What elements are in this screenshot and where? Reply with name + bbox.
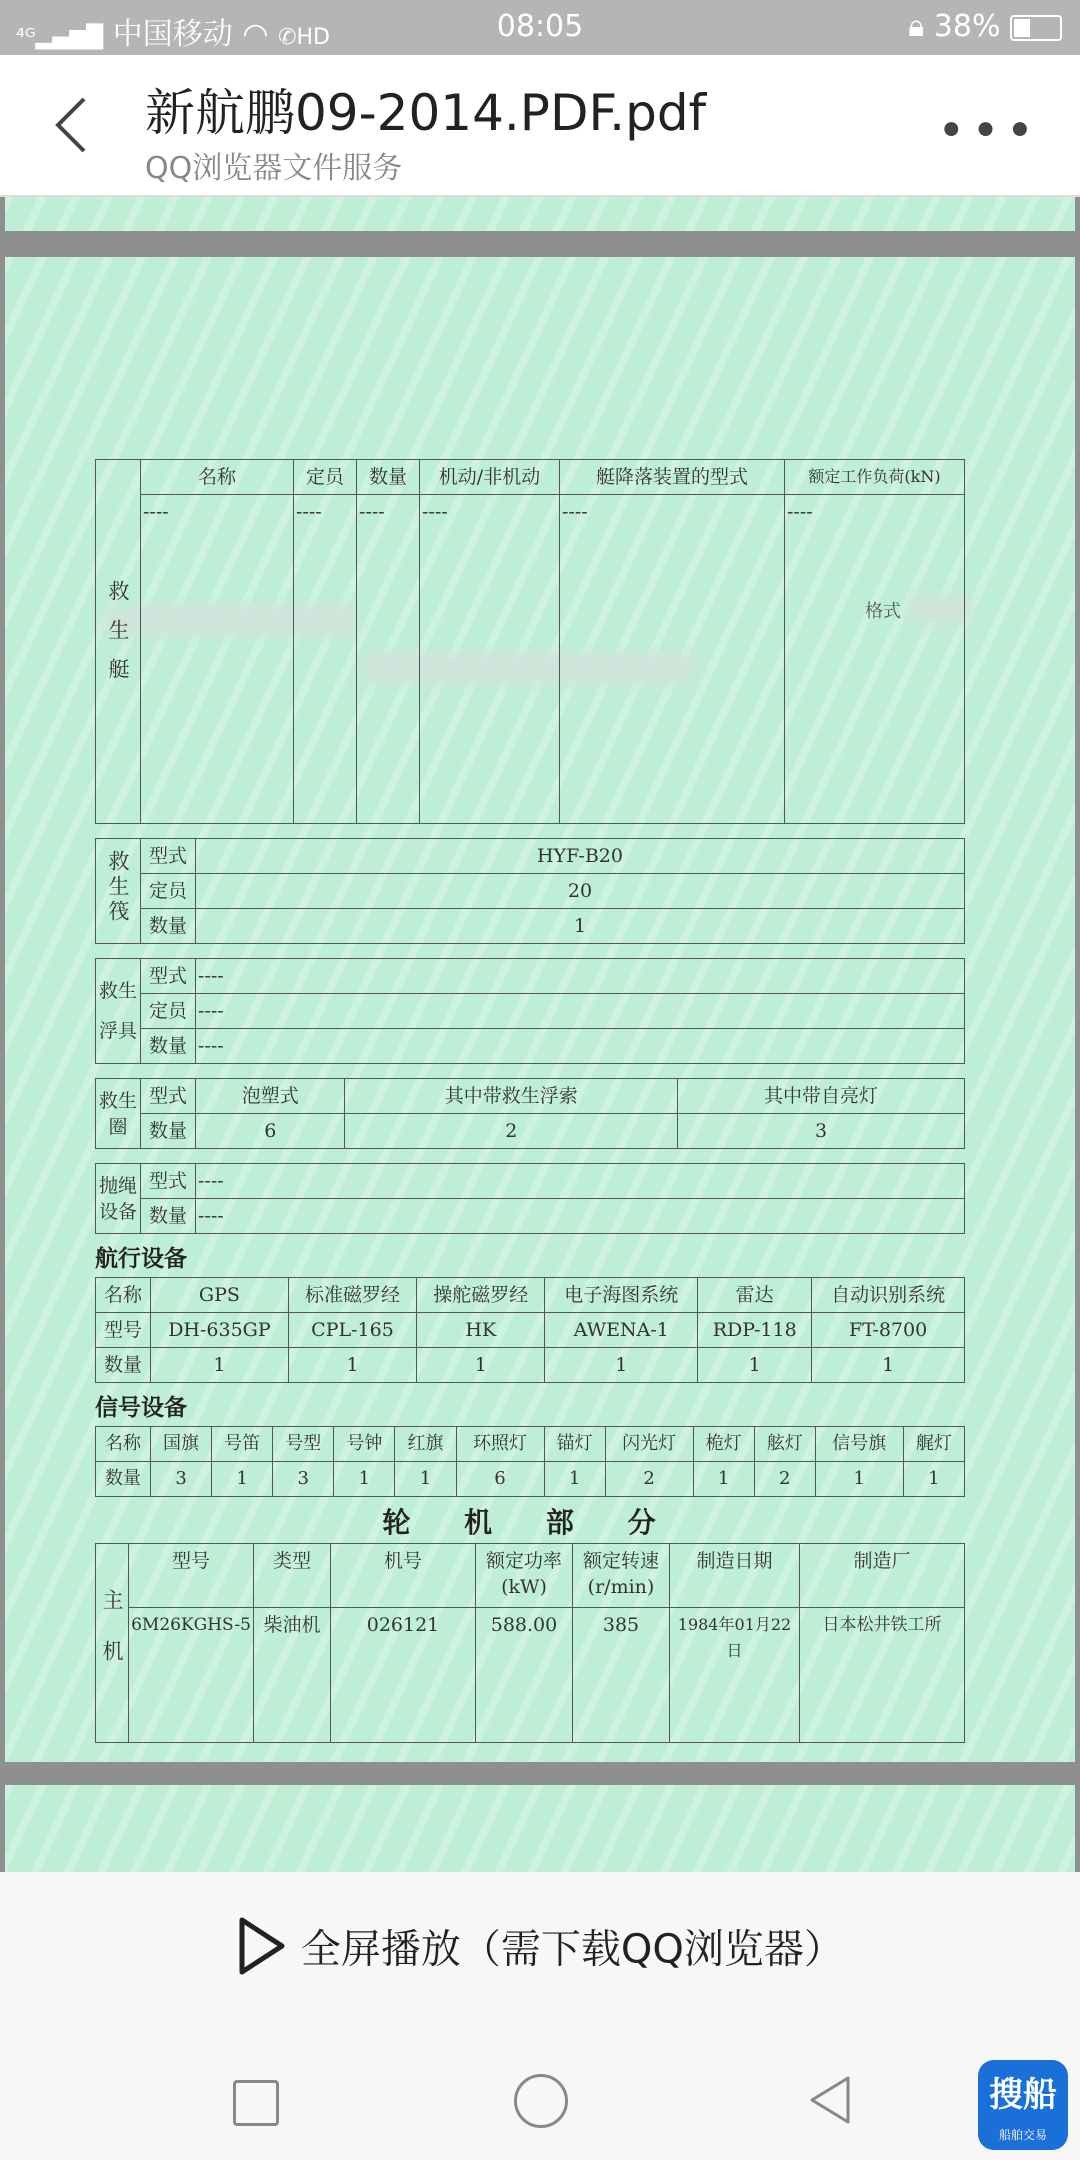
back-button[interactable]	[50, 93, 98, 157]
more-menu-button[interactable]: •••	[937, 103, 1040, 159]
engine-date: 1984年01月22日	[670, 1608, 800, 1743]
nav-qty: 1	[417, 1348, 545, 1383]
bottom-bar	[0, 1872, 1080, 2160]
signal-name: 号钟	[334, 1427, 395, 1462]
row-key: 数量	[96, 1462, 151, 1497]
signal-name: 舷灯	[754, 1427, 815, 1462]
pdf-viewer[interactable]	[0, 197, 1080, 1872]
nav-name: 操舵磁罗经	[417, 1278, 545, 1313]
fullscreen-play-button[interactable]	[0, 1916, 1080, 1976]
nav-name: 雷达	[698, 1278, 812, 1313]
cell-dash: ----	[294, 495, 357, 824]
app-bar	[0, 55, 1080, 197]
row-key: 数量	[141, 1029, 196, 1064]
signal-name: 号笛	[212, 1427, 273, 1462]
row-key: 数量	[141, 909, 196, 944]
carrier-name: 中国移动	[112, 17, 233, 52]
buoyant-label: 救生 浮具	[96, 959, 141, 1064]
battery-percent: 38%	[933, 9, 1001, 44]
nav-model: DH-635GP	[151, 1313, 289, 1348]
row-key: 数量	[141, 1114, 196, 1149]
row-value: 20	[196, 874, 965, 909]
row-key: 型式	[141, 1164, 196, 1199]
engine-maker: 日本松井铁工所	[800, 1608, 965, 1743]
col-capacity: 定员	[294, 460, 357, 495]
recent-apps-button[interactable]	[233, 2080, 279, 2126]
liferaft-table	[95, 838, 965, 944]
row-value: ----	[196, 959, 965, 994]
col-load: 额定工作负荷(kN)	[785, 460, 965, 495]
soship-logo: 搜船 船舶交易	[978, 2060, 1068, 2150]
liferaft-label: 救生筏	[96, 839, 141, 944]
signal-qty: 1	[815, 1462, 903, 1497]
lifeboat-table	[95, 459, 965, 824]
row-value: HYF-B20	[196, 839, 965, 874]
signal-icon: ⁴ᴳ▂▄▆█	[16, 25, 104, 50]
signal-qty: 6	[456, 1462, 544, 1497]
nav-qty: 1	[812, 1348, 965, 1383]
status-right	[908, 9, 1062, 44]
rotation-lock-icon: 🔒︎	[908, 9, 925, 44]
cell-dash: ----	[357, 495, 420, 824]
signal-name: 国旗	[151, 1427, 212, 1462]
row-key: 型式	[141, 959, 196, 994]
signal-qty: 1	[334, 1462, 395, 1497]
signal-qty: 1	[903, 1462, 964, 1497]
nav-model: RDP-118	[698, 1313, 812, 1348]
lifebuoy-val: 3	[678, 1114, 965, 1149]
row-key: 定员	[141, 874, 196, 909]
lifeboat-label: 救生艇	[96, 460, 141, 824]
signal-qty: 1	[395, 1462, 456, 1497]
row-value: 1	[196, 909, 965, 944]
col-date: 制造日期	[670, 1544, 800, 1608]
signal-qty: 2	[605, 1462, 693, 1497]
engine-serial: 026121	[331, 1608, 476, 1743]
format-label: 格式	[865, 601, 901, 622]
nav-name: 电子海图系统	[545, 1278, 698, 1313]
signal-qty: 1	[212, 1462, 273, 1497]
col-serial: 机号	[331, 1544, 476, 1608]
chevron-left-icon	[50, 93, 98, 157]
nav-model: FT-8700	[812, 1313, 965, 1348]
engine-type: 柴油机	[254, 1608, 331, 1743]
cell-dash: ----	[785, 495, 965, 824]
signal-name: 闪光灯	[605, 1427, 693, 1462]
col-rpm: 额定转速(r/min)	[573, 1544, 670, 1608]
play-icon	[236, 1916, 288, 1976]
col-name: 名称	[141, 460, 294, 495]
row-key: 型式	[141, 839, 196, 874]
engine-model: 6M26KGHS-5	[129, 1608, 254, 1743]
page-title: 新航鹏09-2014.PDF.pdf	[145, 84, 707, 142]
col-type: 类型	[254, 1544, 331, 1608]
lifebuoy-col: 其中带自亮灯	[678, 1079, 965, 1114]
nav-model: CPL-165	[288, 1313, 416, 1348]
signal-qty: 1	[544, 1462, 605, 1497]
col-motor: 机动/非机动	[420, 460, 560, 495]
signal-name: 桅灯	[693, 1427, 754, 1462]
signal-name: 号型	[273, 1427, 334, 1462]
row-key: 型号	[96, 1313, 151, 1348]
nav-qty: 1	[545, 1348, 698, 1383]
row-value: ----	[196, 1164, 965, 1199]
next-page	[5, 1785, 1075, 1872]
signal-qty: 2	[754, 1462, 815, 1497]
col-launch: 艇降落装置的型式	[560, 460, 785, 495]
cell-dash: ----	[420, 495, 560, 824]
buoyant-apparatus-table	[95, 958, 965, 1064]
cell-dash: ----	[560, 495, 785, 824]
row-key: 名称	[96, 1427, 151, 1462]
row-key: 数量	[96, 1348, 151, 1383]
nav-qty: 1	[151, 1348, 289, 1383]
row-key: 数量	[141, 1199, 196, 1234]
line-throwing-label: 抛绳 设备	[96, 1164, 141, 1234]
status-bar	[0, 0, 1080, 55]
col-model: 型号	[129, 1544, 254, 1608]
row-key: 型式	[141, 1079, 196, 1114]
lifebuoy-label: 救生 圈	[96, 1079, 141, 1149]
signal-qty: 3	[151, 1462, 212, 1497]
row-value: ----	[196, 1029, 965, 1064]
certificate-content	[95, 459, 965, 1743]
signal-name: 环照灯	[456, 1427, 544, 1462]
row-value: ----	[196, 1199, 965, 1234]
nav-name: 标准磁罗经	[288, 1278, 416, 1313]
nav-qty: 1	[288, 1348, 416, 1383]
signal-equipment-title: 信号设备	[95, 1394, 187, 1420]
previous-page	[5, 197, 1075, 231]
nav-name: 自动识别系统	[812, 1278, 965, 1313]
home-button[interactable]	[514, 2074, 568, 2128]
main-engine-table	[95, 1543, 965, 1743]
nav-model: AWENA-1	[545, 1313, 698, 1348]
line-throwing-table	[95, 1163, 965, 1234]
row-key: 定员	[141, 994, 196, 1029]
signal-equipment-table	[95, 1426, 965, 1497]
nav-equipment-title: 航行设备	[95, 1245, 187, 1271]
nav-back-button[interactable]	[804, 2072, 856, 2128]
signal-qty: 1	[693, 1462, 754, 1497]
battery-icon	[1010, 15, 1062, 41]
main-engine-label: 主机	[96, 1544, 129, 1743]
fullscreen-play-label: 全屏播放（需下载QQ浏览器）	[300, 1926, 844, 1973]
nav-model: HK	[417, 1313, 545, 1348]
lifebuoy-col: 泡塑式	[196, 1079, 345, 1114]
signal-name: 信号旗	[815, 1427, 903, 1462]
page-subtitle: QQ浏览器文件服务	[145, 151, 403, 186]
wifi-icon: ◠	[242, 17, 269, 52]
lifebuoy-table	[95, 1078, 965, 1149]
clock: 08:05	[496, 9, 584, 44]
nav-equipment-table	[95, 1277, 965, 1383]
cell-dash: ----	[141, 495, 294, 824]
call-hd-icon: ✆HD	[278, 25, 330, 50]
col-power: 额定功率(kW)	[476, 1544, 573, 1608]
col-qty: 数量	[357, 460, 420, 495]
col-maker: 制造厂	[800, 1544, 965, 1608]
signal-name: 红旗	[395, 1427, 456, 1462]
row-key: 名称	[96, 1278, 151, 1313]
lifebuoy-col: 其中带救生浮索	[345, 1079, 678, 1114]
engine-rpm: 385	[573, 1608, 670, 1743]
signal-name: 艉灯	[903, 1427, 964, 1462]
nav-name: GPS	[151, 1278, 289, 1313]
signal-qty: 3	[273, 1462, 334, 1497]
lifebuoy-val: 2	[345, 1114, 678, 1149]
nav-qty: 1	[698, 1348, 812, 1383]
engine-section-title: 轮 机 部 分	[382, 1506, 678, 1539]
lifebuoy-val: 6	[196, 1114, 345, 1149]
system-nav-bar	[0, 2062, 1080, 2142]
engine-power: 588.00	[476, 1608, 573, 1743]
row-value: ----	[196, 994, 965, 1029]
signal-name: 锚灯	[544, 1427, 605, 1462]
